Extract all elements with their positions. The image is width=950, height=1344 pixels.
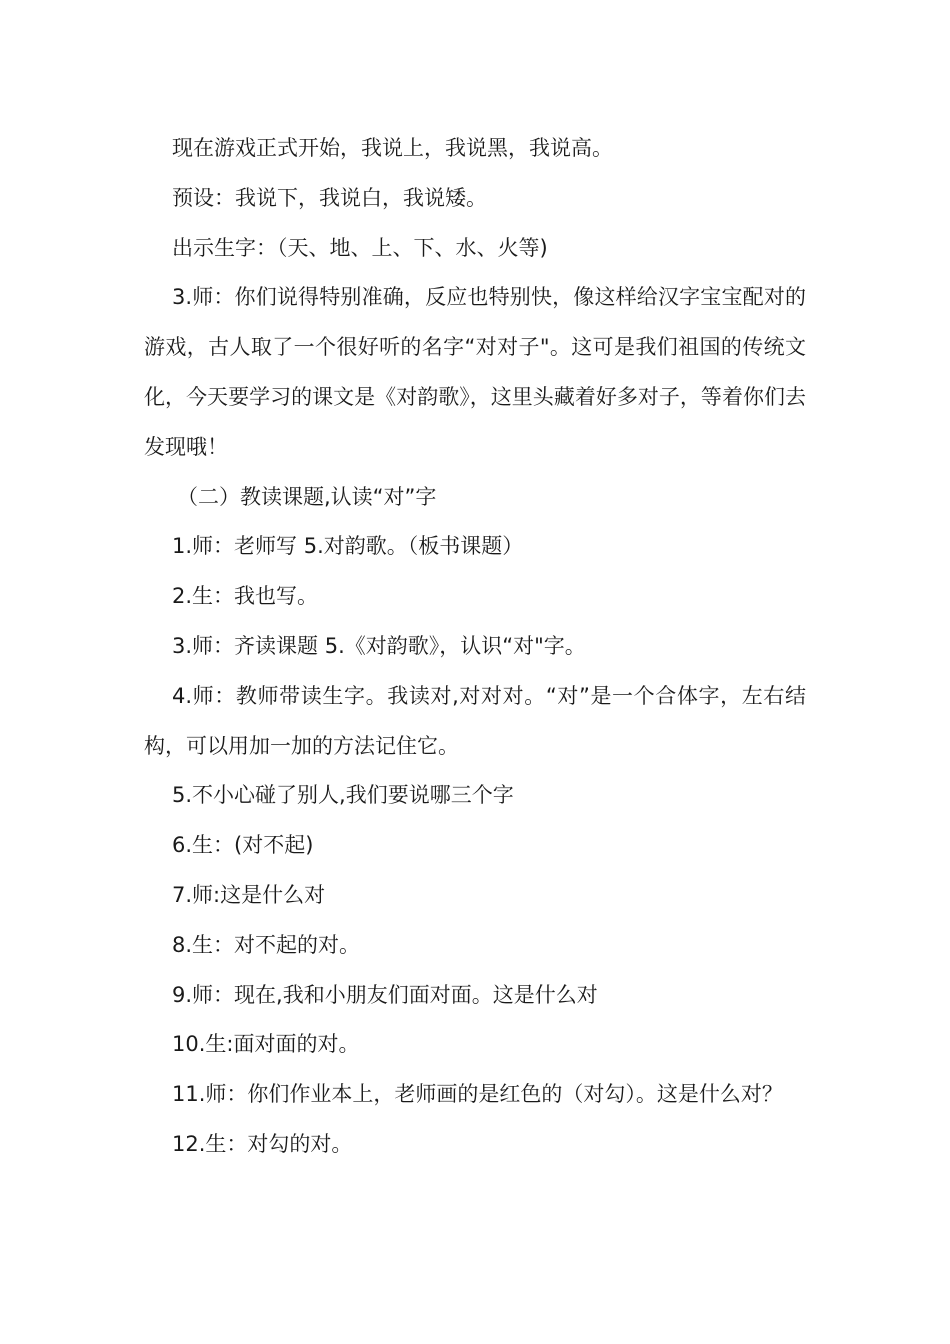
paragraph-student-6: 6.生：(对不起)	[172, 833, 314, 858]
paragraph-teacher-11: 11.师：你们作业本上，老师画的是红色的（对勾）。这是什么对？	[172, 1082, 783, 1107]
paragraph-teacher-7: 7.师:这是什么对	[172, 882, 326, 907]
paragraph-teacher-9: 9.师：现在,我和小朋友们面对面。这是什么对	[172, 982, 598, 1007]
paragraph-preset: 预设：我说下，我说白，我说矮。	[172, 185, 487, 210]
paragraph-game-start: 现在游戏正式开始，我说上，我说黑，我说高。	[172, 136, 613, 160]
paragraph-student-2: 2.生：我也写。	[172, 584, 319, 609]
paragraph-teacher-3: 3.师：你们说得特别准确，反应也特别快，像这样给汉字宝宝配对的游戏，古人取了一个很好听的名字“对对子"。这可是我们祖国的传统文化，今天要学习的课文是《对韵歌》，这里头藏着好多对子，等着你们去发现哦！	[144, 285, 806, 459]
paragraph-teacher-4: 4.师：教师带读生字。我读对,对对对。“对”是一个合体字，左右结构，可以用加一加的方法记住它。	[144, 683, 806, 758]
paragraph-student-8: 8.生：对不起的对。	[172, 932, 361, 957]
paragraph-teacher-1: 1.师：老师写 5.对韵歌。（板书课题）	[172, 534, 524, 559]
paragraph-student-10: 10.生:面对面的对。	[172, 1032, 360, 1057]
paragraph-teacher-3b: 3.师：齐读课题 5.《对韵歌》，认识“对"字。	[172, 633, 586, 658]
paragraph-show-characters: 出示生字：（天、地、上、下、水、火等)	[172, 235, 548, 260]
paragraph-student-12: 12.生：对勾的对。	[172, 1131, 353, 1156]
section-heading-2: （二）教读课题,认读“对”字	[177, 484, 437, 509]
paragraph-5: 5.不小心碰了别人,我们要说哪三个字	[172, 783, 514, 808]
